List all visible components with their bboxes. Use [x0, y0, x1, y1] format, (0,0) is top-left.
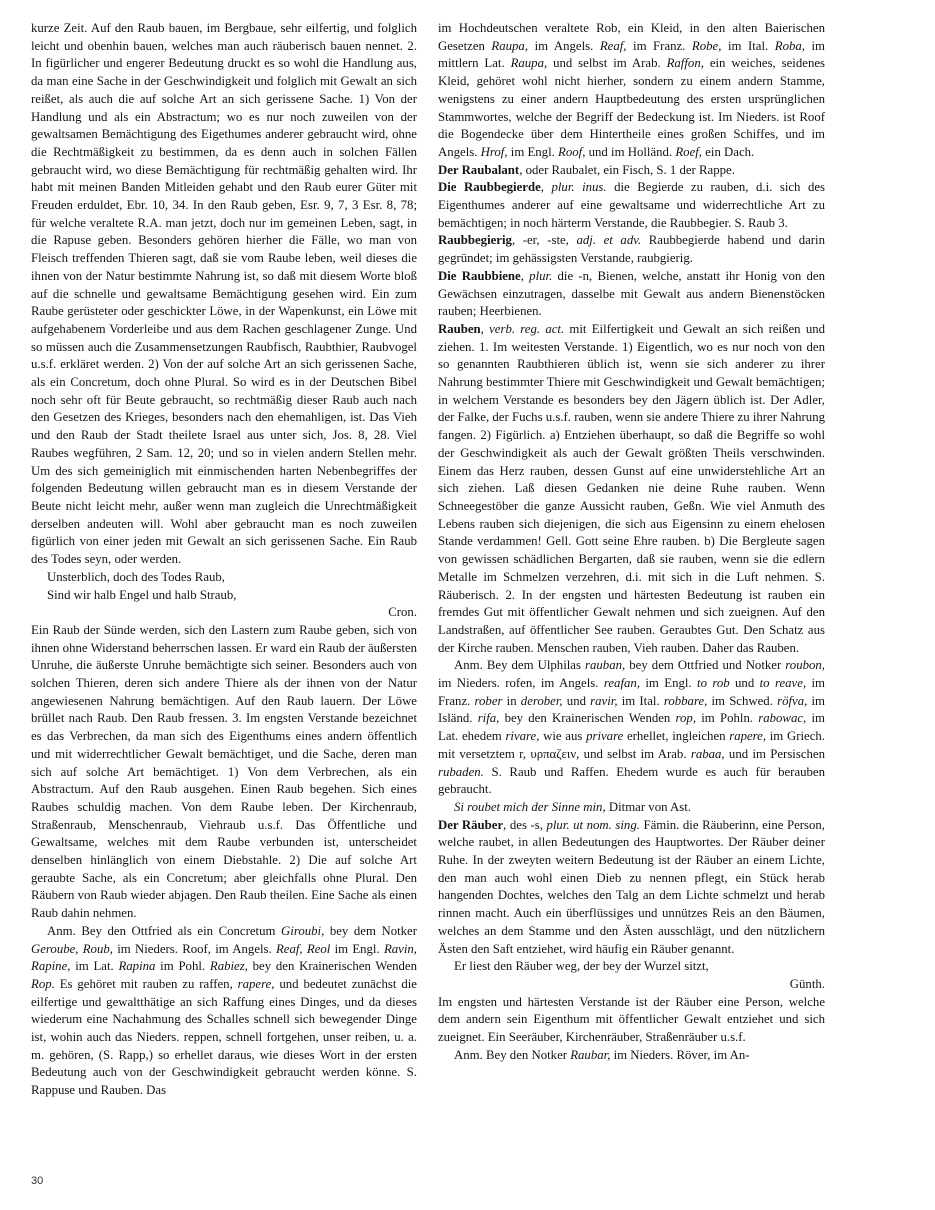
etymology-note: Anm. Bey den Notker Raubar, im Nieders. Röver, im An- [454, 1047, 750, 1062]
quotation: Si roubet mich der Sinne min, Ditmar von Ast. [454, 799, 691, 814]
headword: Rauben [438, 321, 481, 336]
headword: Der Räuber [438, 817, 504, 832]
raub-definition-continued: Ein Raub der Sünde werden, sich den Lastern zum Raube geben, sich von ihnen ohne Widerstand beherrschen lassen. Er ward ein Raub der äußersten Unruhe, die äußerste Unruhe bemächtigte sich seiner. Besonders auch von solchen Thieren, deren sich andere Thiere als der ihnen von der Natur angewiesenen Nahrung bemächtigen. Auf den Raub lauern. Der Löwe brüllet nach Raub. Den Raub fressen. 3. Im engsten Verstande bezeichnet es das Verbrechen, da man sich des Eigenthums eines andern öffentlich und mit widerrechtlicher Gewalt bemächtiget, und die Sache, deren man sich auf solche Art bemächtiget. 1) Von dem Verbrechen, als ein Abstractum. Auf den Raub ausgehen. Einen Raub begehen. Sich eines Raubes schuldig machen. Von dem Raube leben. Der Kirchenraub, Straßenraub, Menschenraub, Viehraub u.s.f. Das Öffentliche und Gewaltsame, welches mit dem Raube verbunden ist, unterscheidet denselben hinlänglich von einem Diebstahle. 2) Die auf solche Art geraubte Sache, als ein Concretum; aber gleichfalls ohne Plural. Den Räubern von Raub wieder abjagen. Den Raub theilen. Eine Sache als einen Raub dahin nehmen. [31, 622, 417, 921]
left-column [31, 20, 417, 1100]
entry-rauben: Rauben, verb. reg. act. mit Eilfertigkeit und Gewalt an sich reißen und ziehen. 1. Im weitesten Verstande. 1) Eigentlich, wo es nur noch von den so genannten Raubthieren üblich ist, wenn sie sich anderer zu ihrer Nahrung bestimmter Thiere mit Geschwindigkeit und Gewalt bemächtigen; in welchem Verstande es besonders bey den Jägern üblich ist. Der Adler, der Falke, der Fuchs u.s.f. rauben, wenn sie andere Thiere zu ihrer Nahrung fangen. 2) Figürlich. a) Entziehen überhaupt, so daß die Begriffe so wohl der Geschwindigkeit als auch der Gewalt größten Theils verschwinden. Einem das Herz rauben, dessen Gunst auf eine unwiderstehliche Art an sich ziehen. Laß diesen Gedanken nie deine Ruhe rauben. Wenn Schneegestöber die ganze Aussicht rauben, Geßn. Wie viel Anmuth des Lebens rauben sich diejenigen, die sich aus Eigensinn zu einem ehelosen Stande verdammen! Gell. Gott seine Ehre rauben. b) Die Bergleute sagen von gewissen schädlichen Bergarten, daß sie rauben, wenn sie die edlern Metalle im Schmelzen verzehren, d.i. mit sich in die Luft nehmen. S. Räuberisch. 2. In der engsten und härtesten Bedeutung ist rauben ein fremdes Gut mit öffentlicher Gewalt nehmen und sich zueignen. Auf den Landstraßen, auf öffentlicher See rauben. Geraubtes Gut. Den Schatz aus der Kirche rauben. Menschen rauben, Vieh rauben. Daher das Rauben. [438, 321, 826, 655]
entry-raeuber: Der Räuber, des -s, plur. ut nom. sing. Fämin. die Räuberinn, eine Person, welche raubet, in allen Bedeutungen des Hauptwortes. Der Räuber deiner Ruhe. In der zweyten weitern Bedeutung ist der Räuber an einem Lichte, den man auch wohl einen Dieb zu nennen pflegt, ein Stück herab hangenden Dochtes, welches den Talg an dem Lichte schmelzt und herab rinnen macht. Auch ein überflüssiges und unnützes Reis an den Bäumen, welches an dem Stamme und den Ästen ausschlägt, und den nützlichern Ästen den Saft entziehet, wird häufig ein Räuber genannt. [438, 817, 826, 956]
headword: Der Raubalant [438, 162, 520, 177]
verse-line: Er liest den Räuber weg, der bey der Wurzel sitzt, [454, 959, 709, 974]
headword: Die Raubbegierde [438, 180, 541, 195]
verse-line: Unsterblich, doch des Todes Raub, [47, 569, 225, 584]
etymology-continued: im Hochdeutschen veraltete Rob, ein Kleid, in den alten Baierischen Gesetzen Raupa, im Angels. Reaf, im Franz. Robe, im Ital. Roba, im mittlern Lat. Raupa, und selbst im Arab. Raffon, ein weiches, seidenes Kleid, gehöret wohl nicht hierher, sondern zu einem andern Stamme, wenigstens zu einer andern Hauptbedeutung des ersten ursprünglichen Stammwortes, welche der Begriff der Bedeckung ist. Im Nieders. ist Roof die Bogendecke über dem Hintertheile eines großen Schiffes, und im Angels. Hrof, im Engl. Roof, und im Holländ. Roef, ein Dach. [438, 21, 826, 159]
etymology-note: Anm. Bey den Ottfried als ein Concretum Giroubi, bey dem Notker Geroube, Roub, im Nieders. Roof, im Angels. Reaf, Reol im Engl. Ravin, Rapine, im Lat. Rapina im Pohl. Rabiez, bey den Krainerischen Wenden Rop. Es gehöret mit rauben zu raffen, rapere, und bedeutet zunächst die eilfertige und gewaltthätige an sich Raffung eines Dinges, und da dieses wiederum eine Nachahmung des Schalles schnell sich bewegender Dinge ist, wohin auch das Nieders. reppen, schnell fortgehen, unser reiben, u. a. m. gehören, (S. Rapp,) so erhellet daraus, wie dieses Wort in der ersten Bedeutung auch von der Geschwindigkeit gebraucht werden könne. S. Rappuse und Rauben. Das [31, 923, 418, 1098]
raeuber-definition-continued: Im engsten und härtesten Verstande ist der Räuber eine Person, welche dem andern sein Eigenthum mit öffentlicher Gewalt entziehet und sich zueignet. Ein Seeräuber, Kirchenräuber, Straßenräuber u.s.f. [438, 994, 825, 1045]
raub-definition-text: kurze Zeit. Auf den Raub bauen, im Bergbaue, sehr eilfertig, und folglich leicht und obenhin bauen, welches man auch räuberisch bauen nennet. 2. In figürlicher und engerer Bedeutung druckt es so wohl die Handlung aus, da man eine Sache in der Geschwindigkeit und folglich mit Gewalt an sich reißet, als auch die auf solche Art an sich gerissene Sache. 1) Von der Handlung und als ein Abstractum; wo es nur noch zuweilen von der gewaltsamen Bemächtigung des Eigethumes anderer gebraucht wird, ohne die Rechtmäßigkeit zu bestimmen, da es denn auch in solchen Fällen gebraucht wird, wo diese Bemächtigung für rechtmäßig gehalten wird. Ihr habt mit meinen Banden Mitleiden gehabt und den Raub eurer Güter mit Freuden erduldet, Ebr. 10, 34. In den Raub geben, Esr. 9, 7, 3 Esr. 8, 78; für welche veraltete R.A. man jetzt, doch nur im gemeinen Leben, sagt, in die Rapuse geben. Besonders gehören hierher die Fälle, wo man von Fleisch treffenden Thieren sagt, daß sie vom Raube leben, weil dieses die ihnen von der Natur bestimmte Nahrung ist, so daß mit diesem Worte bloß auf die schnelle und gewaltsame Bemächtigung gesehen wird. Ein zum Raube gerüsteter oder geschickter Löwe, in der Wapenkunst, ein Löwe mit aufgehabenem Vorderleibe und aus dem Rachen geschlagener Zunge. Und so müssen auch die Zusammensetzungen Raubfisch, Raubthier, Raubvogel u.s.f. erkläret werden. 2) Von der auf solche Art an sich gerissenen Sache, als ein Concretum, doch ohne Plural. So wird es in der Deutschen Bibel noch sehr oft für Beute gebraucht, so rechtmäßig dieser Raub auch nach den Gesetzen des Krieges, besonders nach den ehemahligen, ist. Das Vieh und den Raub der Stadt theilete Israel aus unter sich, Jos. 8, 28. Viel Raubes wegführen, 2 Sam. 12, 20; und so in vielen andern Stellen mehr. Um des sich gemeiniglich mit einmischenden harten Nebenbegriffes der folgenden Bedeutung willen gebraucht man es in diesem Verstande der Beute nicht leicht mehr, außer wenn man zugleich die Unrechtmäßigkeit derselben andeuten will. Wohl aber gebraucht man es noch zuweilen figürlich von einer jeden mit Gewalt an sich gerissenen Sache. Ein Raub des Todes seyn, oder werden. [31, 21, 417, 567]
verse-attribution: Cron. [388, 605, 417, 620]
right-column [438, 20, 825, 1064]
entry-raubbegierde: Die Raubbegierde, plur. inus. die Begierde zu rauben, d.i. sich des Eigenthumes anderer auf eine gewaltsame und widerrechtliche Art zu bemächtigen; in noch härterm Verstande, die Raubbegier. S. Raub 3. [438, 180, 826, 230]
entry-raubbiene: Die Raubbiene, plur. die -n, Bienen, welche, anstatt ihr Honig von den Gewächsen einzutragen, dasselbe mit Gewalt aus andern Bienenstöcken rauben; Heerbienen. [438, 268, 826, 319]
headword: Raubbegierig [438, 233, 512, 248]
etymology-note: Anm. Bey dem Ulphilas rauban, bey dem Ottfried und Notker roubon, im Nieders. rofen, im Angels. reafan, im Engl. to rob und to reave, im Franz. rober in derober, und ravir, im Ital. robbare, im Schwed. röfva, im Isländ. rifa, bey den Krainerischen Wenden rop, im Pohln. rabowac, im Lat. ehedem rivare, wie aus privare erhellet, ingleichen rapere, im Griech. mit versetztem r, υρπαζειν, und selbst im Arab. rabaa, und im Persischen rubaden. S. Raub und Raffen. Ehedem wurde es auch für berauben gebraucht. [438, 658, 825, 797]
entry-raubalant: Der Raubalant, oder Raubalet, ein Fisch, S. 1 der Rappe. [438, 162, 735, 177]
headword: Die Raubbiene [438, 268, 521, 283]
page-number: 30 [31, 1175, 44, 1187]
verse-line: Sind wir halb Engel und halb Straub, [47, 587, 237, 602]
entry-raubbegierig: Raubbegierig, -er, -ste, adj. et adv. Raubbegierde habend und darin gegründet; im gehässigsten Verstande, raubgierig. [438, 233, 825, 266]
verse-attribution: Günth. [789, 976, 825, 991]
